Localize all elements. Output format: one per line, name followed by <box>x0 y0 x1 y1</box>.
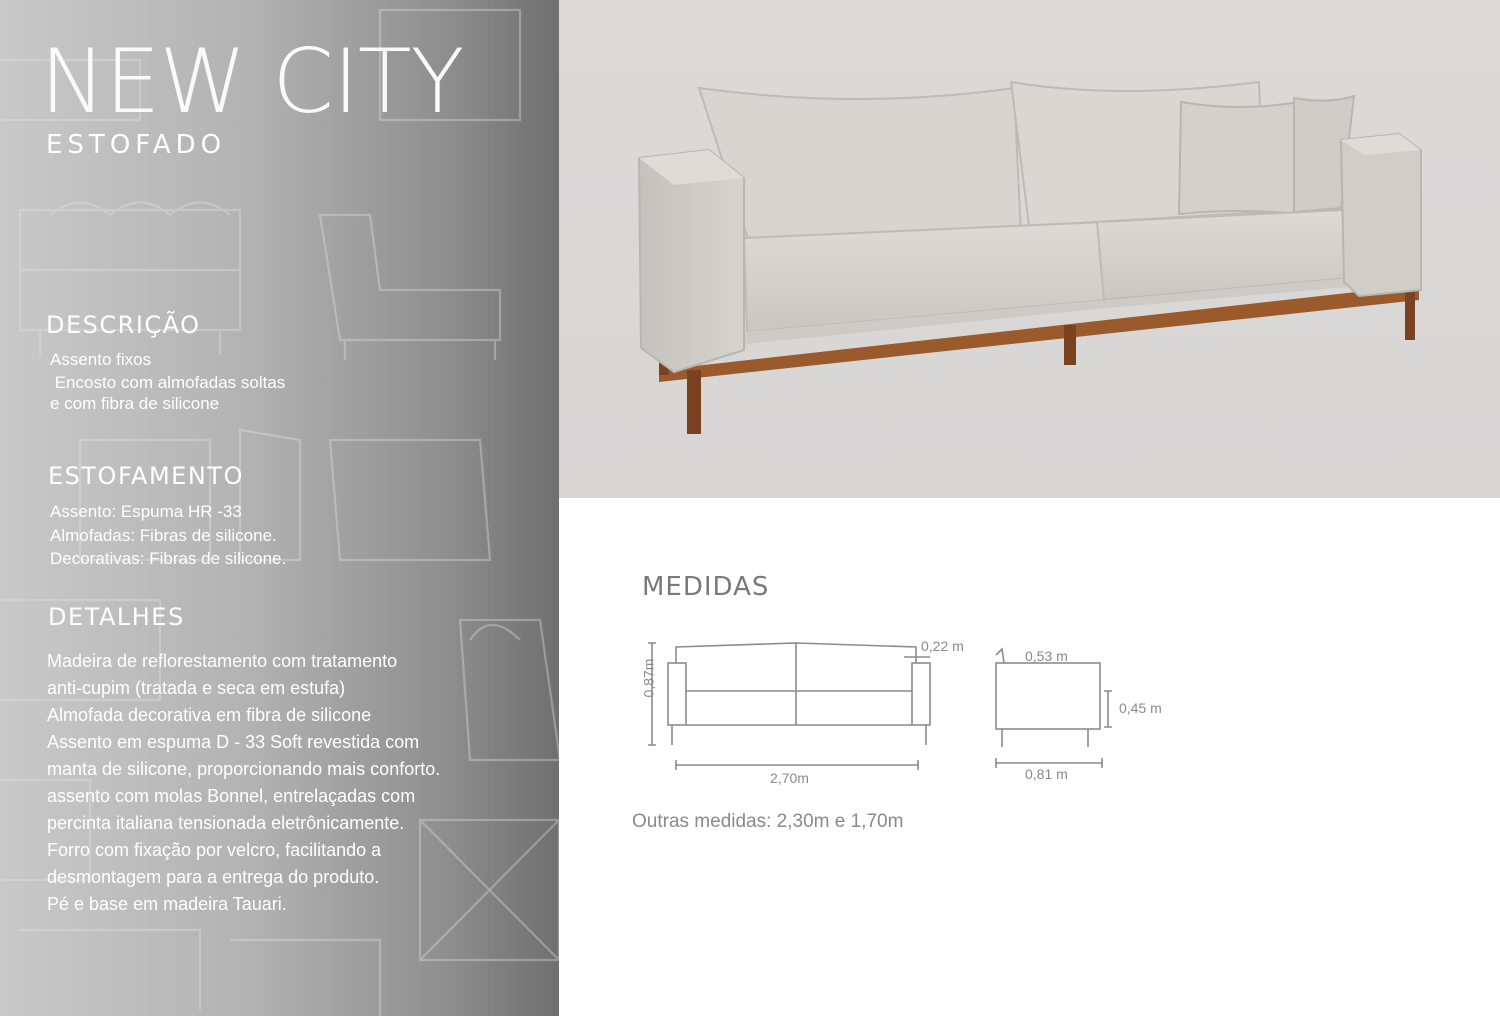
sofa-illustration <box>559 0 1500 498</box>
product-title: NEW CITY <box>40 30 464 133</box>
other-sizes-note: Outras medidas: 2,30m e 1,70m <box>632 811 904 832</box>
descricao-line: e com fibra de silicone <box>50 394 220 413</box>
detalhes-line: Assento em espuma D - 33 Soft revestida com <box>47 732 420 752</box>
dim-seat-label: 0,45 m <box>1119 700 1162 716</box>
detalhes-line: desmontagem para a entrega do produto. <box>47 867 380 887</box>
dim-depth-label: 0,81 m <box>1025 766 1068 782</box>
detalhes-line: Madeira de reflorestamento com tratamento <box>47 651 398 671</box>
dimension-diagram <box>640 635 1200 795</box>
estofamento-line: Decorativas: Fibras de silicone. <box>50 549 287 568</box>
descricao-line: Assento fixos <box>50 350 152 369</box>
descricao-line: Encosto com almofadas soltas <box>50 373 286 392</box>
detalhes-line: percinta italiana tensionada eletrônicamente. <box>47 813 405 833</box>
left-info-panel <box>0 0 559 1016</box>
estofamento-line: Assento: Espuma HR -33 <box>50 502 242 521</box>
detalhes-line: assento com molas Bonnel, entrelaçadas com <box>47 786 416 806</box>
medidas-heading: MEDIDAS <box>642 572 770 602</box>
dim-height-label: 0,87m <box>640 658 657 698</box>
detalhes-line: Pé e base em madeira Tauari. <box>47 894 287 914</box>
descricao-heading: DESCRIÇÃO <box>46 311 201 339</box>
detalhes-line: anti-cupim (tratada e seca em estufa) <box>47 678 346 698</box>
detalhes-line: Almofada decorativa em fibra de silicone <box>47 705 372 725</box>
product-subtitle: ESTOFADO <box>46 130 227 160</box>
dim-arm-label: 0,22 m <box>921 638 964 654</box>
detalhes-line: Forro com fixação por velcro, facilitando a <box>47 840 382 860</box>
product-photo <box>559 0 1500 498</box>
detalhes-line: manta de silicone, proporcionando mais conforto. <box>47 759 441 779</box>
detalhes-heading: DETALHES <box>48 603 185 631</box>
dim-width-label: 2,70m <box>770 770 809 786</box>
estofamento-heading: ESTOFAMENTO <box>48 462 244 490</box>
estofamento-line: Almofadas: Fibras de silicone. <box>50 526 277 545</box>
dim-side-top-label: 0,53 m <box>1025 648 1068 664</box>
